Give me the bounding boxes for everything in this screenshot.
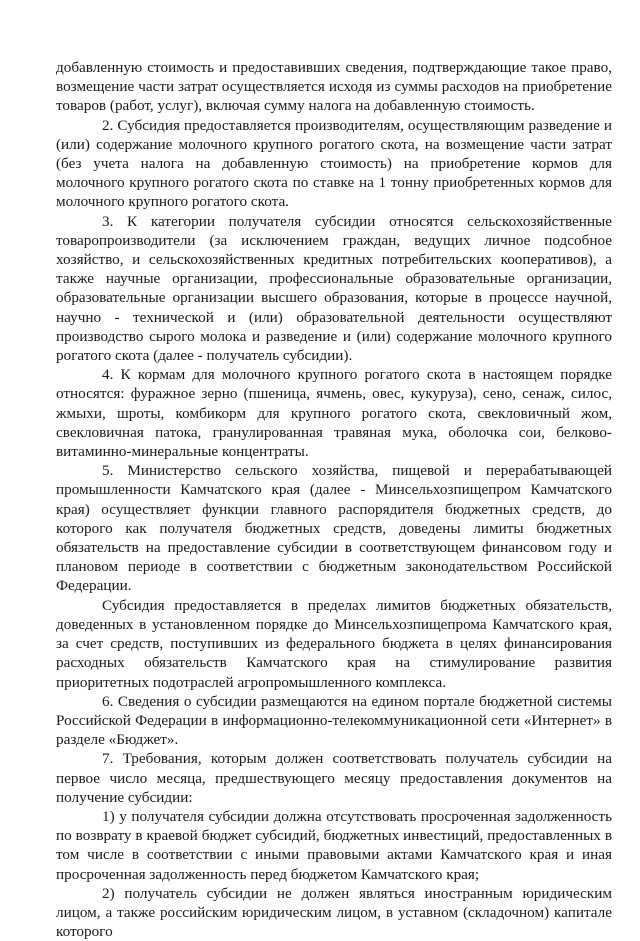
paragraph-2: 2. Субсидия предоставляется производителям, осуществляющим разведение и (или) содержание молочного крупного рогатого скота, на возмещение части затрат (без учета налога на добавленную стоимость) на приобретение кормов для молочного крупного рогатого скота по ставке на 1 тонну приобретенных кормов для молочного крупного рогатого скота. [56, 116, 612, 211]
document-page [56, 58, 612, 941]
paragraph-7-item-2: 2) получатель субсидии не должен являться иностранным юридическим лицом, а также российским юридическим лицом, в уставном (складочном) капитале которого [56, 884, 612, 941]
paragraph-5-subsidy: Субсидия предоставляется в пределах лимитов бюджетных обязательств, доведенных в установленном порядке до Минсельхозпищепрома Камчатского края, за счет средств, поступивших из федерального бюджета в целях финансирования расходных обязательств Камчатского края на стимулирование развития приоритетных подотраслей агропромышленного комплекса. [56, 596, 612, 691]
paragraph-3: 3. К категории получателя субсидии относятся сельскохозяйственные товаропроизводители (за исключением граждан, ведущих личное подсобное хозяйство, и сельскохозяйственных кредитных потребительских кооперативов), а также научные организации, профессиональные образовательные организации, образовательные организации высшего образования, которые в процессе научной, научно - технической и (или) образовательной деятельности осуществляют производство сырого молока и разведение и (или) содержание молочного крупного рогатого скота (далее - получатель субсидии). [56, 212, 612, 365]
paragraph-7: 7. Требования, которым должен соответствовать получатель субсидии на первое число месяца, предшествующего месяцу предоставления документов на получение субсидии: [56, 750, 612, 806]
paragraph-6: 6. Сведения о субсидии размещаются на едином портале бюджетной системы Российской Федерации в информационно-телекоммуникационной сети «Интернет» в разделе «Бюджет». [56, 692, 612, 749]
paragraph-continuation: добавленную стоимость и предоставивших сведения, подтверждающие такое право, возмещение части затрат осуществляется исходя из суммы расходов на приобретение товаров (работ, услуг), включая сумму налога на добавленную стоимость. [56, 59, 612, 115]
paragraph-7-item-1: 1) у получателя субсидии должна отсутствовать просроченная задолженность по возврату в краевой бюджет субсидий, бюджетных инвестиций, предоставленных в том числе в соответствии с иными правовыми актами Камчатского края и иная просроченная задолженность перед бюджетом Камчатского края; [56, 807, 612, 883]
paragraph-4: 4. К кормам для молочного крупного рогатого скота в настоящем порядке относятся: фуражное зерно (пшеница, ячмень, овес, кукуруза), сено, сенаж, силос, жмыхи, шроты, комбикорм для крупного рогатого скота, свекловичный жом, свекловичная патока, гранулированная травяная мука, оболочка сои, белково-витаминно-минеральные концентраты. [56, 366, 612, 461]
paragraph-5: 5. Министерство сельского хозяйства, пищевой и перерабатывающей промышленности Камчатского края (далее - Минсельхозпищепром Камчатского края) осуществляет функции главного распорядителя бюджетных средств, до которого как получателя бюджетных средств, доведены лимиты бюджетных обязательств на предоставление субсидии в соответствующем финансовом году и плановом периоде в соответствии с бюджетным законодательством Российской Федерации. [56, 462, 612, 595]
